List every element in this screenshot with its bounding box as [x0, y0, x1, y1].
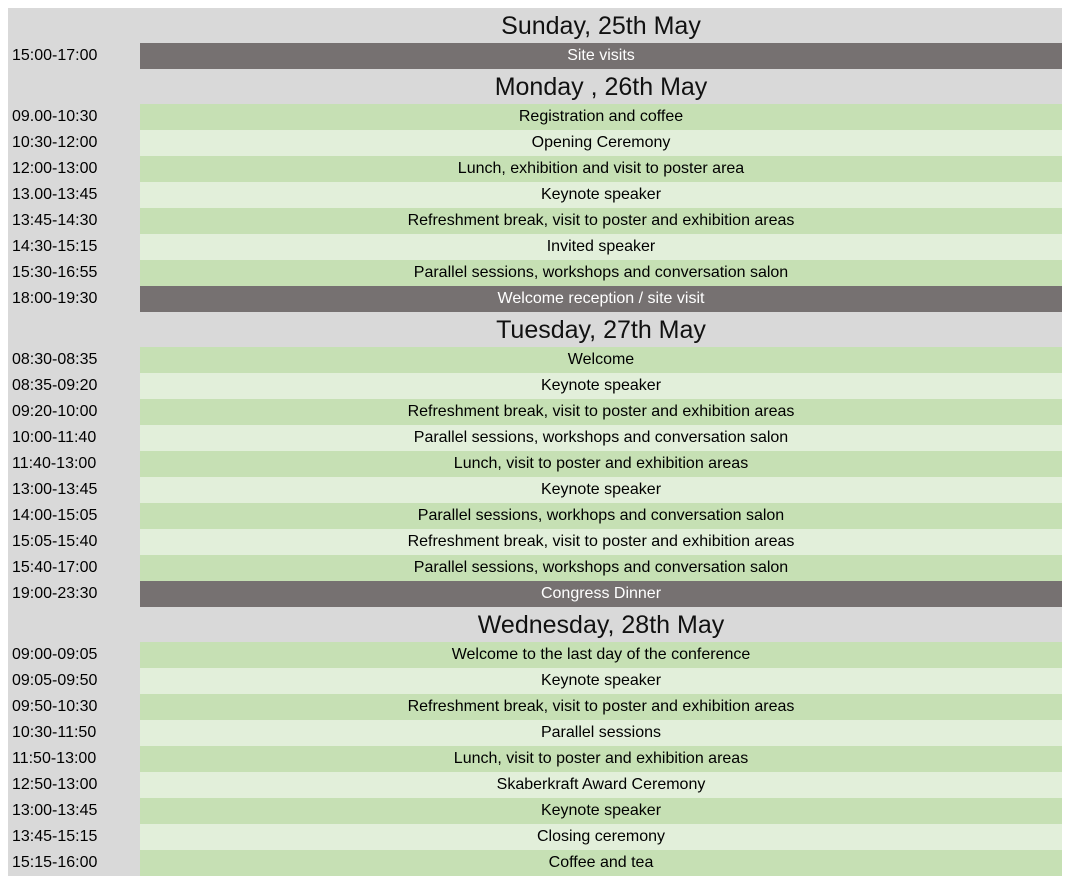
event-label: Lunch, visit to poster and exhibition areas [140, 746, 1062, 772]
time-slot: 18:00-19:30 [8, 286, 140, 312]
schedule-row [8, 399, 1062, 425]
schedule-row [8, 130, 1062, 156]
schedule-row [8, 286, 1062, 312]
time-slot: 09:00-09:05 [8, 642, 140, 668]
event-label: Parallel sessions, workshops and conversation salon [140, 425, 1062, 451]
schedule-row [8, 104, 1062, 130]
day-title: Wednesday, 28th May [477, 611, 725, 639]
day-header [8, 69, 1062, 104]
event-label: Keynote speaker [140, 798, 1062, 824]
time-slot: 10:30-12:00 [8, 130, 140, 156]
time-slot: 19:00-23:30 [8, 581, 140, 607]
event-label: Site visits [140, 43, 1062, 69]
schedule-row [8, 720, 1062, 746]
time-slot: 15:30-16:55 [8, 260, 140, 286]
time-slot: 13.00-13:45 [8, 182, 140, 208]
schedule-row [8, 182, 1062, 208]
schedule-row [8, 668, 1062, 694]
schedule-row [8, 694, 1062, 720]
day-header [8, 607, 1062, 642]
event-label: Closing ceremony [140, 824, 1062, 850]
time-slot: 15:05-15:40 [8, 529, 140, 555]
time-slot: 13:45-15:15 [8, 824, 140, 850]
time-slot: 08:30-08:35 [8, 347, 140, 373]
time-slot: 09.00-10:30 [8, 104, 140, 130]
event-label: Keynote speaker [140, 477, 1062, 503]
schedule-row [8, 43, 1062, 69]
event-label: Parallel sessions, workhops and conversation salon [140, 503, 1062, 529]
time-slot: 15:40-17:00 [8, 555, 140, 581]
schedule-row [8, 850, 1062, 876]
schedule-row [8, 772, 1062, 798]
schedule-row [8, 451, 1062, 477]
event-label: Congress Dinner [140, 581, 1062, 607]
day-header [8, 312, 1062, 347]
schedule-row [8, 477, 1062, 503]
time-slot: 13:00-13:45 [8, 477, 140, 503]
time-slot: 12:00-13:00 [8, 156, 140, 182]
time-slot: 11:40-13:00 [8, 451, 140, 477]
event-label: Parallel sessions, workshops and conversation salon [140, 260, 1062, 286]
day-title: Tuesday, 27th May [496, 316, 706, 344]
time-slot: 11:50-13:00 [8, 746, 140, 772]
schedule-row [8, 798, 1062, 824]
event-label: Welcome reception / site visit [140, 286, 1062, 312]
event-label: Keynote speaker [140, 182, 1062, 208]
time-slot: 09:50-10:30 [8, 694, 140, 720]
event-label: Welcome [140, 347, 1062, 373]
schedule-row [8, 581, 1062, 607]
event-label: Refreshment break, visit to poster and exhibition areas [140, 208, 1062, 234]
time-slot: 08:35-09:20 [8, 373, 140, 399]
time-slot: 13:00-13:45 [8, 798, 140, 824]
event-label: Skaberkraft Award Ceremony [140, 772, 1062, 798]
day-title: Sunday, 25th May [501, 12, 701, 40]
schedule-row [8, 746, 1062, 772]
schedule-row [8, 642, 1062, 668]
event-label: Lunch, visit to poster and exhibition areas [140, 451, 1062, 477]
schedule-row [8, 824, 1062, 850]
event-label: Registration and coffee [140, 104, 1062, 130]
time-slot: 12:50-13:00 [8, 772, 140, 798]
event-label: Keynote speaker [140, 373, 1062, 399]
time-slot: 15:00-17:00 [8, 43, 140, 69]
event-label: Parallel sessions [140, 720, 1062, 746]
time-slot: 14:00-15:05 [8, 503, 140, 529]
schedule-row [8, 260, 1062, 286]
event-label: Keynote speaker [140, 668, 1062, 694]
event-label: Refreshment break, visit to poster and exhibition areas [140, 529, 1062, 555]
schedule-row [8, 156, 1062, 182]
time-slot: 10:00-11:40 [8, 425, 140, 451]
schedule-row [8, 208, 1062, 234]
day-title: Monday , 26th May [494, 73, 708, 101]
time-slot: 10:30-11:50 [8, 720, 140, 746]
event-label: Refreshment break, visit to poster and exhibition areas [140, 694, 1062, 720]
time-slot: 09:20-10:00 [8, 399, 140, 425]
time-slot: 09:05-09:50 [8, 668, 140, 694]
schedule-row [8, 503, 1062, 529]
event-label: Coffee and tea [140, 850, 1062, 876]
schedule-row [8, 425, 1062, 451]
event-label: Invited speaker [140, 234, 1062, 260]
event-label: Refreshment break, visit to poster and exhibition areas [140, 399, 1062, 425]
schedule-row [8, 529, 1062, 555]
event-label: Parallel sessions, workshops and conversation salon [140, 555, 1062, 581]
event-label: Lunch, exhibition and visit to poster area [140, 156, 1062, 182]
event-label: Welcome to the last day of the conference [140, 642, 1062, 668]
conference-schedule [8, 8, 1062, 876]
event-label: Opening Ceremony [140, 130, 1062, 156]
time-slot: 15:15-16:00 [8, 850, 140, 876]
schedule-row [8, 234, 1062, 260]
schedule-row [8, 555, 1062, 581]
schedule-row [8, 347, 1062, 373]
time-slot: 13:45-14:30 [8, 208, 140, 234]
schedule-row [8, 373, 1062, 399]
day-header [8, 8, 1062, 43]
time-slot: 14:30-15:15 [8, 234, 140, 260]
